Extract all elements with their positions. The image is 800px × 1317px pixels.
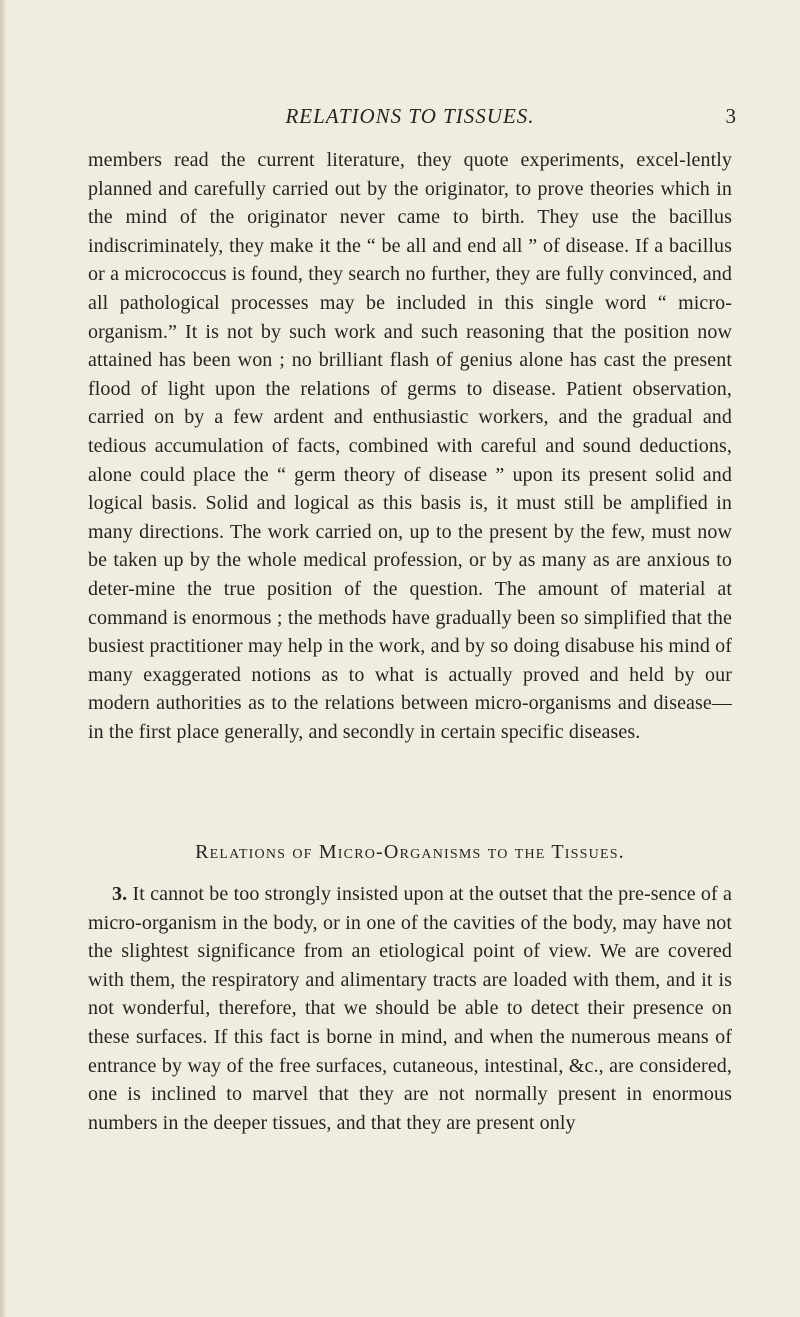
running-head [88,104,736,134]
body-paragraph: members read the current literature, they quote experiments, excel-lently planned and carefully carried out by the originator, to prove theories which in the mind of the originator never came to birth. They use the bacillus indiscriminately, they make it the “ be all and end all ” of disease. If a bacillus or a micrococcus is found, they search no further, they are fully convinced, and all pathological processes may be included in this single word “ micro-organism.” It is not by such work and such reasoning that the position now attained has been won ; no brilliant flash of genius alone has cast the present flood of light upon the relations of germs to disease. Patient observation, carried on by a few ardent and enthusiastic workers, and the gradual and tedious accumulation of facts, combined with careful and sound deductions, alone could place the “ germ theory of disease ” upon its present solid and logical basis. Solid and logical as this basis is, it must still be amplified in many directions. The work carried on, up to the present by the few, must now be taken up by the whole medical profession, or by as many as are anxious to deter-mine the true position of the question. The amount of material at command is enormous ; the methods have gradually been so simplified that the busiest practitioner may help in the work, and by so doing disabuse his mind of many exaggerated notions as to what is actually proved and held by our modern authorities as to the relations between micro-organisms and disease—in the first place generally, and secondly in certain specific diseases. [88,149,732,743]
section-number: 3. [112,883,128,905]
running-title: RELATIONS TO TISSUES. [285,104,535,128]
page-edge [0,0,6,1317]
section-heading: Relations of Micro-Organisms to the Tissues. [195,841,625,863]
page-number: 3 [725,104,736,128]
section-text: It cannot be too strongly insisted upon at the outset that the pre-sence of a micro-organism in the body, or in one of the cavities of the body, may have not the slightest significance from an etiological point of view. We are covered with them, the respiratory and alimentary tracts are loaded with them, and it is not wonderful, therefore, that we should be able to detect their presence on these surfaces. If this fact is borne in mind, and when the numerous means of entrance by way of the free surfaces, cutaneous, intestinal, &c., are considered, one is inclined to marvel that they are not normally present in enormous numbers in the deeper tissues, and that they are present only [88,883,732,1134]
section-paragraph [88,880,732,1137]
